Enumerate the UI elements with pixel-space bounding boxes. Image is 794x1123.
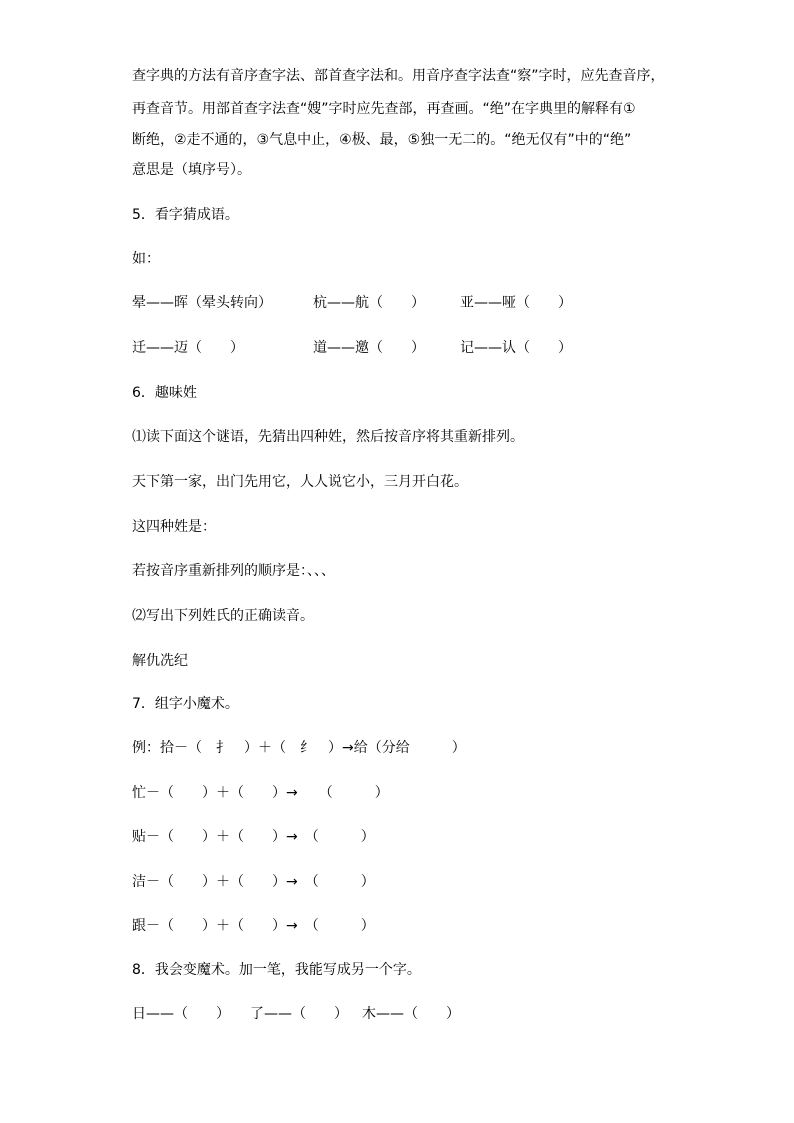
q6-order: 若按音序重新排列的顺序是：、、、 [132, 563, 335, 579]
q8-item: 了——（ ） [250, 1006, 348, 1022]
q5-item: 晕——晖（晕头转向） [132, 295, 272, 311]
q7-row: 洁－（ ）＋（ ）→ （ ） [132, 874, 375, 890]
q7-row: 跟－（ ）＋（ ）→ （ ） [132, 918, 375, 934]
q5-item: 迁——迈（ ） [132, 340, 244, 356]
q6-title: 6．趣味姓 [132, 385, 197, 401]
paragraph-line-2: 再查音节。用部首查字法查“嫂”字时应先查部，再查画。“绝”在字典里的解释有① [132, 101, 636, 117]
q5-example-label: 如： [132, 251, 160, 267]
q8-item: 日——（ ） [132, 1006, 230, 1022]
q5-item: 道——邀（ ） [313, 340, 425, 356]
q7-example: 例：拾－（ 扌 ）＋（ 纟 ）→给（分给 ） [132, 740, 466, 756]
q5-item: 亚——哑（ ） [460, 295, 572, 311]
q8-title: 8．我会变魔术。加一笔，我能写成另一个字。 [132, 962, 421, 978]
q6-part2: ⑵写出下列姓氏的正确读音。 [132, 608, 314, 624]
paragraph-line-3: 断绝，②走不通的，③气息中止，④极、最，⑤独一无二的。“绝无仅有”中的“绝” [132, 132, 632, 148]
paragraph-line-1: 查字典的方法有音序查字法、部首查字法和。用音序查字法查“察”字时，应先查音序， [132, 68, 665, 84]
q7-row: 贴－（ ）＋（ ）→ （ ） [132, 829, 375, 845]
q7-title: 7．组字小魔术。 [132, 696, 239, 712]
q7-row: 忙－（ ）＋（ ）→ （ ） [132, 785, 389, 801]
q6-names: 解仇冼纪 [132, 653, 188, 669]
q6-riddle: 天下第一家，出门先用它，人人说它小，三月开白花。 [132, 474, 468, 490]
q6-four-names: 这四种姓是： [132, 519, 216, 535]
q6-part1: ⑴读下面这个谜语，先猜出四种姓，然后按音序将其重新排列。 [132, 429, 524, 445]
q8-item: 木——（ ） [362, 1006, 460, 1022]
q5-title: 5．看字猜成语。 [132, 207, 239, 223]
q5-item: 杭——航（ ） [313, 295, 425, 311]
q5-item: 记——认（ ） [460, 340, 572, 356]
paragraph-line-4: 意思是（填序号）。 [132, 162, 251, 178]
